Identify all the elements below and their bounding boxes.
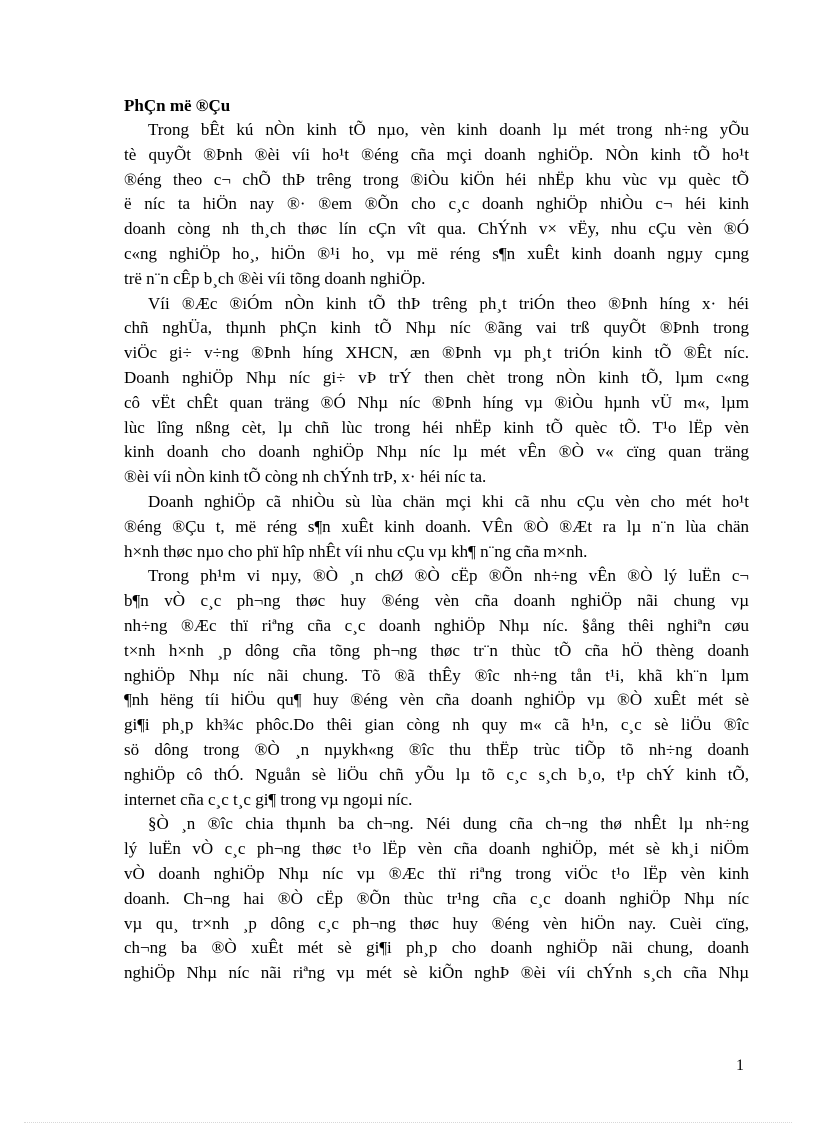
text-line: Víi ®Æc ®iÓm nÒn kinh tÕ thÞ trêng ph¸t triÓn theo ®Þnh híng x· héi [148,293,749,313]
text-line: ë níc ta hiÖn nay ®· ®em ®Õn cho c¸c doanh nghiÖp nhiÒu c¬ héi kinh [124,194,749,214]
text-line: ch¬ng ba ®Ò xuÊt mét sè gi¶i ph¸p cho doanh nghiÖp nãi chung, doanh [124,938,749,958]
text-line: cô vËt chÊt quan träng ®Ó Nhµ níc ®Þnh híng vµ ®iÒu hµnh vÜ m«, lµm [124,392,749,412]
text-line: vÒ doanh nghiÖp Nhµ níc vµ ®Æc thï riªng trong viÖc t¹o lËp vèn kinh [124,863,749,883]
text-line: gi¶i ph¸p kh¾c phôc.Do thêi gian còng nh quy m« cã h¹n, c¸c sè liÖu ®îc [124,715,749,735]
text-line: lý luËn vÒ c¸c ph¬ng thøc t¹o lËp vèn cña doanh nghiÖp, mét sè kh¸i niÖm [124,839,749,859]
text-line: ®éng theo c¬ chÕ thÞ trêng trong ®iÒu kiÖn héi nhËp khu vùc vµ quèc tÕ [124,169,749,189]
text-line: §Ò ¸n ®îc chia thµnh ba ch¬ng. Néi dung cña ch¬ng thø nhÊt lµ nh÷ng [148,814,749,834]
text-line: ®èi víi nÒn kinh tÕ còng nh chÝnh trÞ, x· héi níc ta. [124,467,487,487]
text-line: Doanh nghiÖp cã nhiÒu sù lùa chän mçi khi cã nhu cÇu vèn cho mét ho¹t [148,491,749,511]
paragraph-2 [124,292,749,490]
text-line: doanh. Ch¬ng hai ®Ò cËp ®Õn thùc tr¹ng cña c¸c doanh nghiÖp Nhµ níc [124,888,749,908]
text-line: ®éng ®Çu t, më réng s¶n xuÊt kinh doanh. VÊn ®Ò ®Æt ra lµ n¨n lùa chän [124,516,749,536]
text-line: lùc lîng nßng cèt, lµ chñ lùc trong héi nhËp kinh tÕ quèc tÕ. T¹o lËp vèn [124,417,749,437]
text-line: trë n¨n cÊp b¸ch ®èi víi tõng doanh nghiÖp. [124,268,426,288]
text-line: doanh còng nh th¸ch thøc lín cÇn vît qua. ChÝnh v× vËy, nhu cÇu vèn ®Ó [124,219,749,239]
text-line: nghiÖp Nhµ níc nãi riªng vµ mét sè kiÕn nghÞ ®èi víi chÝnh s¸ch cña Nhµ [124,963,749,983]
text-line: kinh doanh cho doanh nghiÖp Nhµ níc lµ mét vÊn ®Ò v« cïng quan träng [124,442,749,462]
text-line: internet cña c¸c t¸c gi¶ trong vµ ngoµi níc. [124,789,413,809]
text-line: t×nh h×nh ¸p dông cña tõng ph¬ng thøc tr¨n thùc tÕ cña hÖ thèng doanh [124,640,749,660]
text-line: h×nh thøc nµo cho phï hîp nhÊt víi nhu cÇu vµ kh¶ n¨ng cña m×nh. [124,541,588,561]
paragraph-4 [124,564,749,812]
text-line: nh÷ng ®Æc thï riªng cña c¸c doanh nghiÖp Nhµ níc. §ång thêi nghiªn cøu [124,615,749,635]
text-line: Doanh nghiÖp Nhµ níc gi÷ vÞ trÝ then chèt trong nÒn kinh tÕ, lµm c«ng [124,367,749,387]
text-line: nghiÖp cô thÓ. Nguån sè liÖu chñ yÕu lµ tõ c¸c s¸ch b¸o, t¹p chÝ kinh tÕ, [124,764,749,784]
page-number: 1 [736,1057,744,1074]
paragraph-1 [124,118,749,292]
paragraph-5 [124,812,749,986]
text-line: viÖc gi÷ v÷ng ®Þnh híng XHCN, æn ®Þnh vµ ph¸t triÓn kinh tÕ ®Êt níc. [124,343,749,363]
text-line: Trong bÊt kú nÒn kinh tÕ nµo, vèn kinh doanh lµ mét trong nh÷ng yÕu [148,120,749,139]
text-line: nghiÖp Nhµ níc nãi chung. Tõ ®ã thÊy ®îc nh÷ng tån t¹i, khã kh¨n lµm [124,665,749,685]
document-body [124,94,749,986]
text-line: Trong ph¹m vi nµy, ®Ò ¸n chØ ®Ò cËp ®Õn nh÷ng vÊn ®Ò lý luËn c¬ [148,566,749,586]
text-line: tè quyÕt ®Þnh ®èi víi ho¹t ®éng cña mçi doanh nghiÖp. NÒn kinh tÕ ho¹t [124,144,749,164]
text-line: ¶nh hëng tíi hiÖu qu¶ huy ®éng vèn cña doanh nghiÖp vµ ®Ò xuÊt mét sè [124,690,749,710]
text-line: c«ng nghiÖp ho¸, hiÖn ®¹i ho¸ vµ më réng s¶n xuÊt kinh doanh ngµy cµng [124,243,749,263]
text-line: chñ nghÜa, thµnh phÇn kinh tÕ Nhµ níc ®ãng vai trß quyÕt ®Þnh trong [124,318,749,338]
text-line: b¶n vÒ c¸c ph¬ng thøc huy ®éng vèn cña doanh nghiÖp nãi chung vµ [124,591,749,611]
paragraph-3 [124,490,749,564]
text-line: vµ qu¸ tr×nh ¸p dông c¸c ph¬ng thøc huy ®éng vèn hiÖn nay. Cuèi cïng, [124,913,749,933]
section-heading: PhÇn më ®Çu [124,96,231,115]
text-line: sö dông trong ®Ò ¸n nµykh«ng ®îc thu thËp trùc tiÕp tõ nh÷ng doanh [124,739,749,759]
